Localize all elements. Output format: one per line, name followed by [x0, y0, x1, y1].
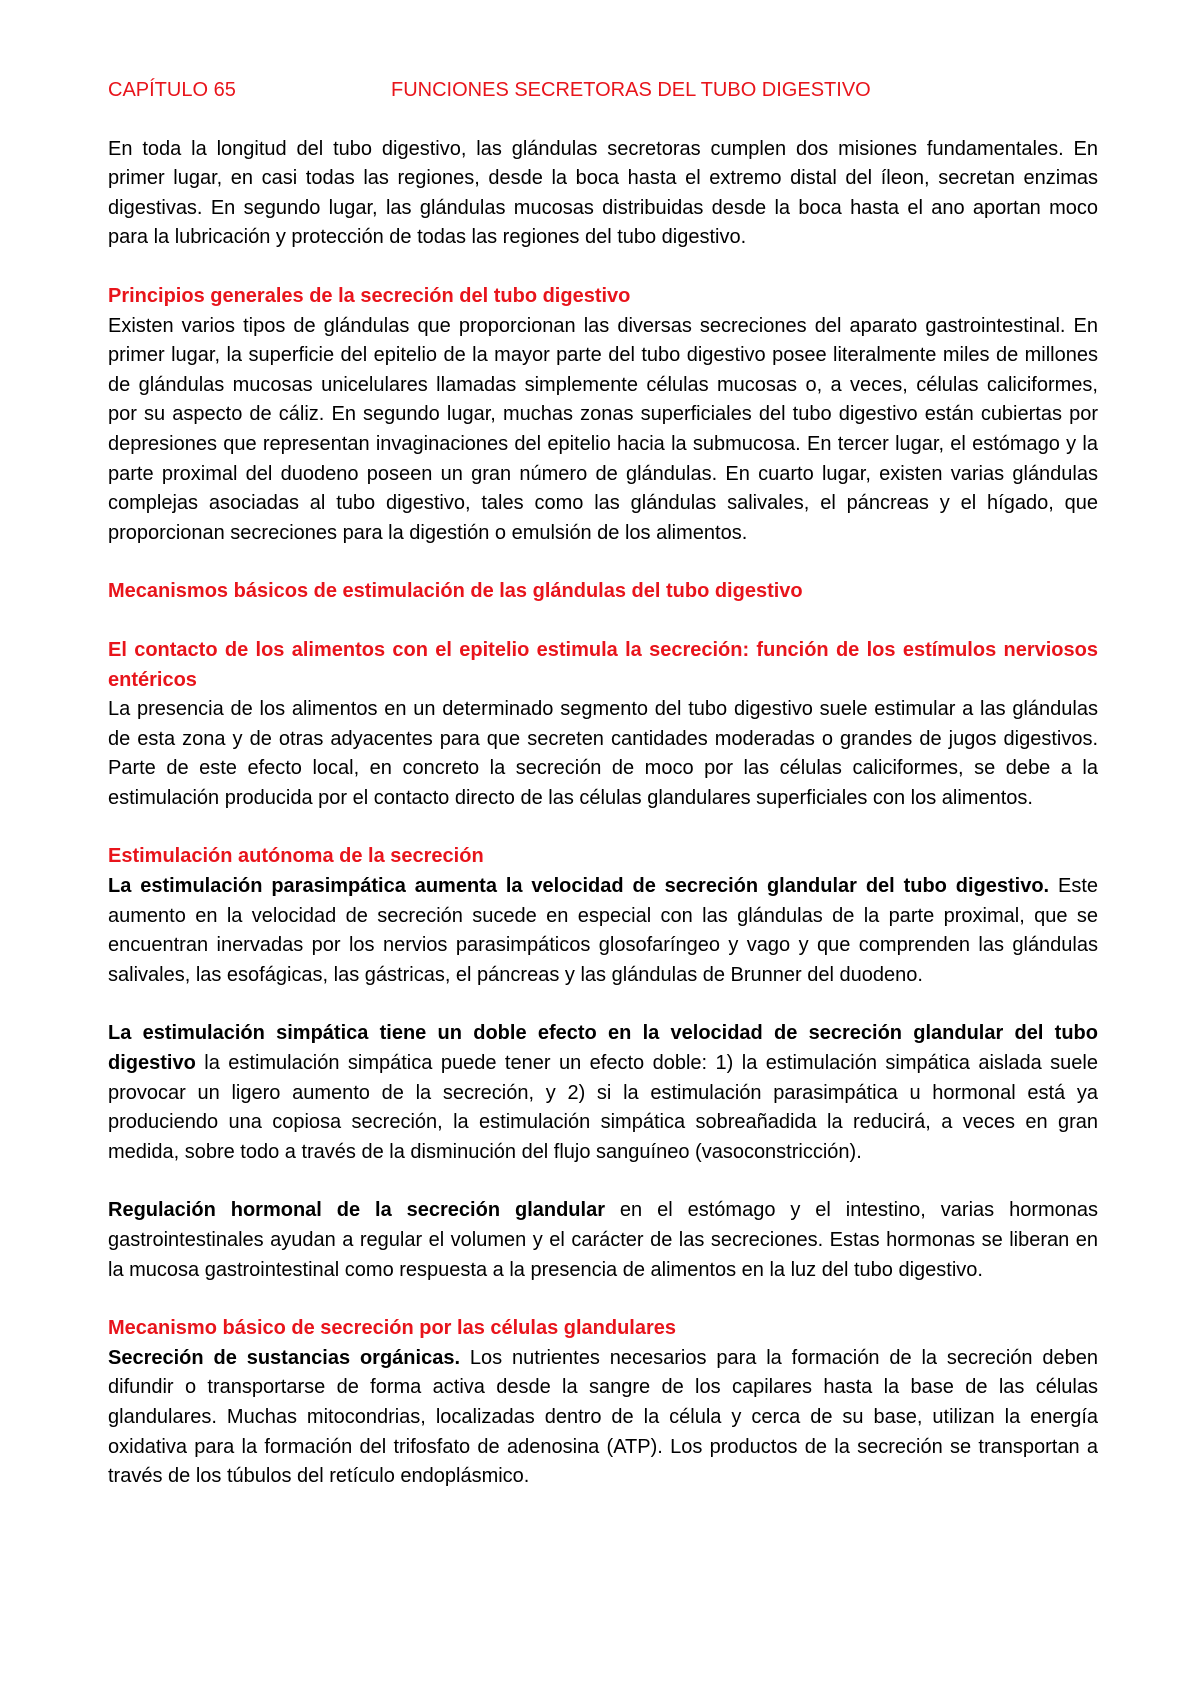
simpatica-paragraph — [108, 1019, 1098, 1167]
chapter-number: CAPÍTULO 65 — [108, 79, 236, 101]
autonoma-section — [108, 842, 1098, 1285]
contacto-heading: El contacto de los alimentos con el epitelio estimula la secreción: función de los estímulos nerviosos entéricos — [108, 638, 1098, 691]
principios-section — [108, 282, 1098, 548]
principios-heading: Principios generales de la secreción del tubo digestivo — [108, 284, 631, 307]
document-page — [108, 76, 1098, 1521]
mecanismos-heading: Mecanismos básicos de estimulación de las glándulas del tubo digestivo — [108, 580, 803, 603]
parasimpatica-paragraph — [108, 872, 1098, 990]
chapter-header — [108, 76, 1098, 106]
principios-paragraph: Existen varios tipos de glándulas que proporcionan las diversas secreciones del aparato gastrointestinal. En primer lugar, la superficie del epitelio de la mayor parte del tubo digestivo posee literalmente miles de millones de glándulas mucosas unicelulares llamadas simplemente células mucosas o, a veces, células caliciformes, por su aspecto de cáliz. En segundo lugar, muchas zonas superficiales del tubo digestivo están cubiertas por depresiones que representan invaginaciones del epitelio hacia la submucosa. En tercer lugar, el estómago y la parte proximal del duodeno poseen un gran número de glándulas. En cuarto lugar, existen varias glándulas complejas asociadas al tubo digestivo, tales como las glándulas salivales, el páncreas y el hígado, que proporcionan secreciones para la digestión o emulsión de los alimentos. — [108, 314, 1098, 544]
autonoma-heading: Estimulación autónoma de la secreción — [108, 845, 484, 868]
parasimpatica-text: Este aumento en la velocidad de secreción sucede en especial con las glándulas de la parte proximal, que se encuentran inervadas por los nervios parasimpáticos glosofaríngeo y vago y que comprenden las glándulas salivales, las esofágicas, las gástricas, el páncreas y las glándulas de Brunner del duodeno. — [108, 875, 1098, 986]
contacto-paragraph: La presencia de los alimentos en un determinado segmento del tubo digestivo suele estimular a las glándulas de esta zona y de otras adyacentes para que secreten cantidades moderadas o grandes de jugos digestivos. Parte de este efecto local, en concreto la secreción de moco por las células caliciformes, se debe a la estimulación producida por el contacto directo de las células glandulares superficiales con los alimentos. — [108, 698, 1098, 809]
chapter-title: FUNCIONES SECRETORAS DEL TUBO DIGESTIVO — [391, 79, 871, 101]
simpatica-text: la estimulación simpática puede tener un efecto doble: 1) la estimulación simpática aislada suele provocar un ligero aumento de la secreción, y 2) si la estimulación parasimpática u hormonal está ya produciendo una copiosa secreción, la estimulación simpática sobreañadida la reducirá, a veces en gran medida, sobre todo a través de la disminución del flujo sanguíneo (vasoconstricción). — [108, 1052, 1098, 1163]
mecanismo-celulas-heading: Mecanismo básico de secreción por las células glandulares — [108, 1317, 677, 1340]
hormonal-bold: Regulación hormonal de la secreción glandular — [108, 1199, 605, 1222]
contacto-section — [108, 636, 1098, 814]
mecanismo-celulas-section — [108, 1314, 1098, 1492]
simpatica-bold: La estimulación simpática tiene un doble efecto en la velocidad de secreción glandular del tubo digestivo — [108, 1022, 1098, 1075]
organicas-text: Los nutrientes necesarios para la formación de la secreción deben difundir o transportarse de forma activa desde la sangre de los capilares hasta la base de las células glandulares. Muchas mitocondrias, localizadas dentro de la célula y cerca de su base, utilizan la energía oxidativa para la formación del trifosfato de adenosina (ATP). Los productos de la secreción se transportan a través de los túbulos del retículo endoplásmico. — [108, 1346, 1099, 1488]
organicas-paragraph — [108, 1344, 1098, 1492]
hormonal-paragraph — [108, 1196, 1098, 1285]
mecanismos-section — [108, 577, 1098, 607]
hormonal-text: en el estómago y el intestino, varias hormonas gastrointestinales ayudan a regular el volumen y el carácter de las secreciones. Estas hormonas se liberan en la mucosa gastrointestinal como respuesta a la presencia de alimentos en la luz del tubo digestivo. — [108, 1199, 1099, 1281]
intro-paragraph: En toda la longitud del tubo digestivo, las glándulas secretoras cumplen dos misiones fundamentales. En primer lugar, en casi todas las regiones, desde la boca hasta el extremo distal del íleon, secretan enzimas digestivas. En segundo lugar, las glándulas mucosas distribuidas desde la boca hasta el ano aportan moco para la lubricación y protección de todas las regiones del tubo digestivo. — [108, 137, 1098, 249]
intro-section — [108, 135, 1098, 253]
organicas-bold: Secreción de sustancias orgánicas. — [108, 1346, 461, 1369]
parasimpatica-bold: La estimulación parasimpática aumenta la velocidad de secreción glandular del tubo digestivo. — [108, 875, 1050, 898]
